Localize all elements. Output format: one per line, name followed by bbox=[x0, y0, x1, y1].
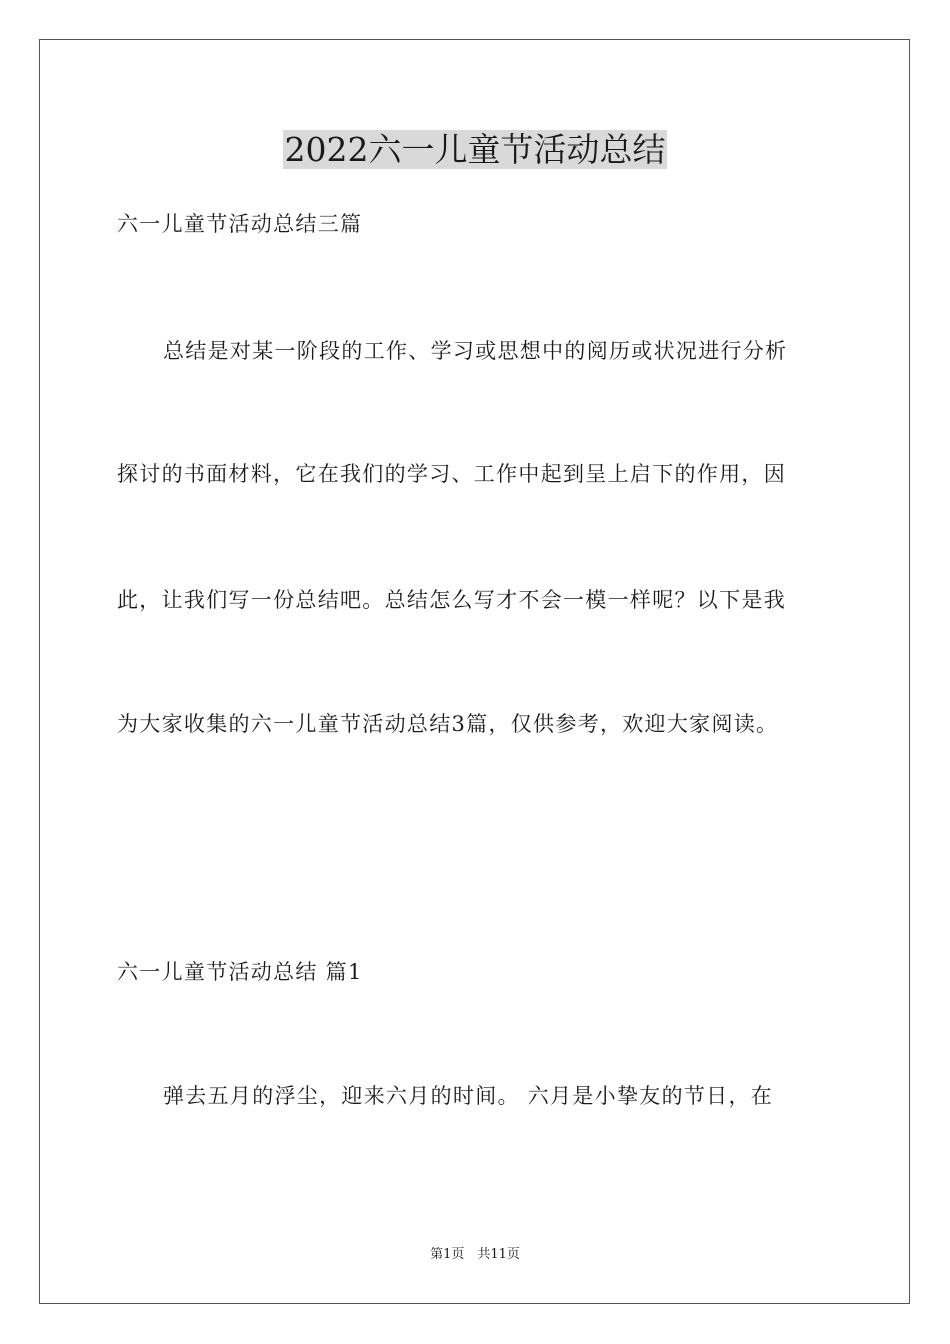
section-heading: 六一儿童节活动总结 篇1 bbox=[117, 960, 363, 984]
section-first-line: 弹去五月的浮尘，迎来六月的时间。 六月是小挚友的节日，在 bbox=[163, 1084, 774, 1108]
intro-line-1: 总结是对某一阶段的工作、学习或思想中的阅历或状况进行分析 bbox=[163, 339, 788, 363]
document-title: 2022六一儿童节活动总结 bbox=[284, 130, 666, 169]
intro-line-2: 探讨的书面材料，它在我们的学习、工作中起到呈上启下的作用，因 bbox=[117, 462, 786, 486]
page-footer: 第1页 共11页 bbox=[430, 1247, 520, 1262]
subtitle: 六一儿童节活动总结三篇 bbox=[117, 212, 363, 236]
intro-line-4: 为大家收集的六一儿童节活动总结3篇，仅供参考，欢迎大家阅读。 bbox=[117, 712, 779, 736]
intro-line-3: 此，让我们写一份总结吧。总结怎么写才不会一模一样呢？以下是我 bbox=[117, 588, 786, 612]
